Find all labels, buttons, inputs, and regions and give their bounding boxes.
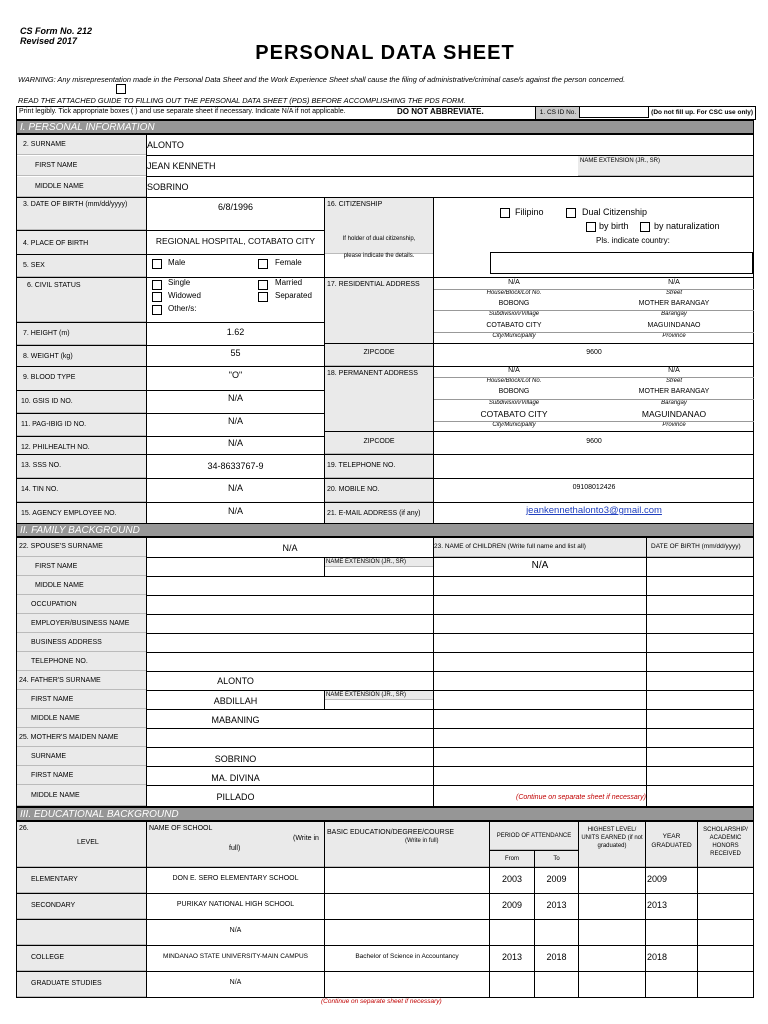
height-label: 7. HEIGHT (m) [17, 323, 146, 345]
agency-value[interactable]: N/A [227, 506, 243, 516]
warning-text: WARNING: Any misrepresentation made in the Personal Data Sheet and the Work Experience Sheet shall cause the filing of administrative/criminal case/s against the person concerned. [18, 75, 626, 84]
employer-label: EMPLOYER/BUSINESS NAME [17, 614, 146, 633]
married-checkbox[interactable] [258, 280, 268, 290]
edu-num: 26. [19, 825, 29, 832]
edu-to-label: To [535, 851, 578, 867]
edu-course-header [325, 822, 489, 867]
cap-province: Province [662, 333, 686, 339]
sss-value[interactable]: 34-8633767-9 [207, 461, 264, 471]
edu-row-level: COLLEGE [17, 946, 146, 971]
father-middle-value[interactable]: MABANING [211, 715, 260, 725]
middle-name-value[interactable]: SOBRINO [147, 182, 189, 192]
children-value[interactable]: N/A [531, 560, 549, 571]
edu-continue-note: (Continue on separate sheet if necessary) [321, 998, 442, 1005]
perm-zip-label: ZIPCODE [325, 432, 433, 454]
filipino-checkbox[interactable] [500, 208, 510, 218]
father-first-value[interactable]: ABDILLAH [213, 696, 258, 706]
edu-row-year[interactable]: 2009 [647, 874, 668, 884]
middle-name-label: MIDDLE NAME [17, 177, 146, 197]
dual-note-2: please indicate the details. [343, 253, 415, 259]
sss-label: 13. SSS NO. [17, 455, 146, 478]
res-zip[interactable]: 9600 [586, 349, 602, 356]
mother-first-value[interactable]: MA. DIVINA [211, 773, 260, 783]
spouse-first-label: FIRST NAME [17, 557, 146, 576]
perm-street[interactable]: N/A [668, 367, 680, 374]
sex-label: 5. SEX [17, 255, 146, 277]
cap-subdivision-2: Subdivision/Village [488, 400, 540, 406]
separated-checkbox[interactable] [258, 292, 268, 302]
tin-label: 14. TIN NO. [17, 479, 146, 502]
female-checkbox[interactable] [258, 259, 268, 269]
cap-city: City/Municipality [492, 333, 536, 339]
mobile-label: 20. MOBILE NO. [325, 479, 433, 502]
cap-barangay: Barangay [661, 311, 687, 317]
res-city[interactable]: COTABATO CITY [486, 322, 542, 329]
edu-row-school[interactable]: DON E. SERO ELEMENTARY SCHOOL [172, 875, 299, 882]
first-name-value[interactable]: JEAN KENNETH [147, 161, 216, 171]
edu-row-from[interactable]: 2009 [501, 900, 523, 910]
res-barangay[interactable]: MOTHER BARANGAY [638, 300, 710, 307]
perm-province[interactable]: MAGUINDANAO [641, 409, 707, 419]
edu-row-school[interactable]: MINDANAO STATE UNIVERSITY-MAIN CAMPUS [162, 953, 309, 960]
family-continue-note: (Continue on separate sheet if necessary) [516, 794, 646, 801]
edu-school-label-3: full) [229, 845, 241, 852]
single-checkbox[interactable] [152, 280, 162, 290]
email-value[interactable]: jeankennethalonto3@gmail.com [526, 505, 662, 516]
section-education: III. EDUCATIONAL BACKGROUND [16, 807, 754, 821]
mother-middle-value[interactable]: PILLADO [216, 792, 255, 802]
gsis-value[interactable]: N/A [227, 393, 243, 403]
res-subdivision[interactable]: BOBONG [498, 300, 530, 307]
cap-house: House/Block/Lot No. [486, 290, 542, 296]
cap-house-2: House/Block/Lot No. [486, 378, 542, 384]
pds-page [16, 26, 754, 1008]
filipino-label: Filipino [515, 207, 544, 217]
mother-surname-label: SURNAME [17, 747, 146, 766]
indicate-country: Pls. indicate country: [596, 236, 670, 245]
children-dob-label: DATE OF BIRTH (mm/dd/yyyy) [647, 538, 753, 557]
male-label: Male [168, 258, 186, 267]
father-first-label: FIRST NAME [17, 690, 146, 709]
mother-surname-value[interactable]: SOBRINO [214, 754, 257, 764]
edu-row-school[interactable]: N/A [229, 927, 242, 934]
res-house[interactable]: N/A [508, 279, 520, 286]
weight-value[interactable]: 55 [230, 348, 241, 358]
cap-city-2: City/Municipality [492, 422, 536, 428]
edu-from-label: From [490, 851, 534, 867]
print-note: Print legibly. Tick appropriate boxes ( ) and use separate sheet if necessary. Indicate N/A if not applicable. [19, 108, 346, 115]
dual-label: Dual Citizenship [582, 207, 648, 217]
edu-year-label: YEAR GRADUATED [646, 822, 697, 867]
citizenship-label: 16. CITIZENSHIP [325, 198, 433, 254]
edu-row-to[interactable]: 2009 [546, 874, 567, 884]
perm-house[interactable]: N/A [508, 367, 520, 374]
form-no-text: CS Form No. 212 [20, 26, 93, 36]
edu-period-label: PERIOD OF ATTENDANCE [490, 822, 578, 850]
spouse-surname-label: 22. SPOUSE'S SURNAME [17, 538, 146, 557]
cap-street: Street [665, 290, 682, 296]
perm-zip[interactable]: 9600 [586, 438, 602, 445]
residential-label: 17. RESIDENTIAL ADDRESS [325, 278, 433, 366]
edu-course-label-2: (Write in full) [405, 838, 439, 844]
edu-school-label-2: (Write in [293, 835, 319, 842]
edu-row-school[interactable]: N/A [229, 979, 242, 986]
revised-text: Revised 2017 [20, 36, 78, 46]
csc-note: (Do not fill up. For CSC use only) [651, 109, 753, 116]
business-address-label: BUSINESS ADDRESS [17, 633, 146, 652]
edu-row-level [17, 920, 146, 945]
surname-value[interactable]: ALONTO [147, 140, 184, 150]
gsis-label: 10. GSIS ID NO. [17, 391, 146, 413]
edu-row-year[interactable]: 2013 [647, 900, 668, 910]
by-birth-checkbox[interactable] [586, 222, 596, 232]
edu-level-label: LEVEL [77, 839, 99, 846]
dob-value[interactable]: 6/8/1996 [217, 202, 254, 212]
perm-subdivision[interactable]: BOBONG [498, 388, 530, 395]
edu-row-level: SECONDARY [17, 894, 146, 919]
spouse-surname-value[interactable]: N/A [282, 543, 298, 553]
cap-street-2: Street [665, 378, 682, 384]
edu-row-from[interactable]: 2013 [501, 952, 523, 962]
philhealth-label: 12. PHILHEALTH NO. [17, 437, 146, 459]
edu-row-to[interactable]: 2018 [546, 952, 567, 962]
dual-checkbox[interactable] [566, 208, 576, 218]
tin-value[interactable]: N/A [227, 483, 243, 493]
res-province[interactable]: MAGUINDANAO [647, 322, 701, 329]
perm-city[interactable]: COTABATO CITY [480, 409, 548, 419]
philhealth-value[interactable]: N/A [227, 438, 243, 448]
edu-highest-label: HIGHEST LEVEL/ UNITS EARNED (if not graduated) [579, 822, 645, 867]
edu-school-label: NAME OF SCHOOL [149, 825, 213, 832]
cap-province-2: Province [662, 422, 686, 428]
father-middle-label: MIDDLE NAME [17, 709, 146, 728]
permanent-label: 18. PERMANENT ADDRESS [325, 367, 433, 453]
email-label: 21. E-MAIL ADDRESS (if any) [325, 503, 433, 525]
height-value[interactable]: 1.62 [226, 327, 245, 337]
civil-status-label: 6. CIVIL STATUS [17, 278, 146, 322]
mother-middle-label: MIDDLE NAME [17, 785, 146, 806]
spouse-ext-label: NAME EXTENSION (JR., SR) [324, 557, 433, 567]
separated-label: Separated [275, 291, 312, 300]
edu-level-header [17, 822, 146, 867]
married-label: Married [275, 278, 303, 287]
blood-value[interactable]: "O" [228, 370, 243, 380]
father-surname-label: 24. FATHER'S SURNAME [17, 671, 146, 690]
pob-value[interactable]: REGIONAL HOSPITAL, COTABATO CITY [155, 236, 316, 246]
by-naturalization-label: by naturalization [654, 221, 720, 231]
by-birth-label: by birth [599, 221, 629, 231]
dual-note-1: If holder of dual citizenship, [342, 236, 416, 242]
name-ext-label: NAME EXTENSION (JR., SR) [578, 156, 753, 176]
cs-id-input[interactable] [579, 106, 649, 118]
mother-first-label: FIRST NAME [17, 766, 146, 785]
warning-checkbox[interactable] [116, 84, 126, 94]
section-personal: I. PERSONAL INFORMATION [16, 120, 754, 134]
dual-country-input[interactable] [490, 252, 753, 274]
cs-id-label: 1. CS ID No. [535, 107, 580, 119]
no-abbreviate: DO NOT ABBREVIATE. [397, 107, 484, 116]
edu-row-from[interactable]: 2003 [501, 874, 523, 884]
male-checkbox[interactable] [152, 259, 162, 269]
surname-label: 2. SURNAME [17, 135, 146, 155]
father-surname-value[interactable]: ALONTO [217, 676, 254, 686]
widowed-label: Widowed [168, 291, 201, 300]
by-naturalization-checkbox[interactable] [640, 222, 650, 232]
edu-row-year[interactable]: 2018 [647, 952, 668, 962]
agency-label: 15. AGENCY EMPLOYEE NO. [17, 503, 146, 525]
weight-label: 8. WEIGHT (kg) [17, 346, 146, 368]
cap-subdivision: Subdivision/Village [488, 311, 540, 317]
edu-honors-label: SCHOLARSHIP/ ACADEMIC HONORS RECEIVED [698, 822, 753, 867]
section-family: II. FAMILY BACKGROUND [16, 523, 754, 537]
page-title: PERSONAL DATA SHEET [255, 42, 515, 64]
telephone-label: 19. TELEPHONE NO. [325, 455, 433, 478]
edu-row-level: GRADUATE STUDIES [17, 972, 146, 997]
pob-label: 4. PLACE OF BIRTH [17, 231, 146, 255]
occupation-label: OCCUPATION [17, 595, 146, 614]
edu-row-course[interactable]: Bachelor of Science in Accountancy [355, 953, 459, 960]
res-street[interactable]: N/A [668, 279, 680, 286]
widowed-checkbox[interactable] [152, 292, 162, 302]
spouse-telephone-label: TELEPHONE NO. [17, 652, 146, 671]
print-instructions [16, 106, 756, 120]
pagibig-value[interactable]: N/A [227, 416, 243, 426]
dob-label: 3. DATE OF BIRTH (mm/dd/yyyy) [17, 198, 146, 230]
children-label: 23. NAME of CHILDREN (Write full name and list all) [434, 538, 646, 557]
edu-row-to[interactable]: 2013 [546, 900, 567, 910]
others-checkbox[interactable] [152, 305, 162, 315]
single-label: Single [168, 278, 191, 287]
mother-label: 25. MOTHER'S MAIDEN NAME [17, 728, 146, 747]
read-guide-text: READ THE ATTACHED GUIDE TO FILLING OUT THE PERSONAL DATA SHEET (PDS) BEFORE ACCOMPLISHING THE PDS FORM. [18, 96, 466, 105]
pagibig-label: 11. PAG-IBIG ID NO. [17, 414, 146, 436]
edu-course-label: BASIC EDUCATION/DEGREE/COURSE [327, 829, 455, 836]
res-zip-label: ZIPCODE [325, 344, 433, 366]
edu-school-header [147, 822, 324, 867]
female-label: Female [275, 258, 302, 267]
first-name-label: FIRST NAME [17, 156, 146, 176]
mobile-value[interactable]: 09108012426 [572, 484, 616, 491]
edu-row-level: ELEMENTARY [17, 868, 146, 893]
cap-barangay-2: Barangay [661, 400, 687, 406]
edu-row-school[interactable]: PURIKAY NATIONAL HIGH SCHOOL [176, 901, 295, 908]
blood-label: 9. BLOOD TYPE [17, 367, 146, 391]
spouse-middle-label: MIDDLE NAME [17, 576, 146, 595]
perm-barangay[interactable]: MOTHER BARANGAY [638, 388, 710, 395]
others-label: Other/s: [168, 304, 197, 313]
father-ext-label: NAME EXTENSION (JR., SR) [324, 690, 433, 700]
